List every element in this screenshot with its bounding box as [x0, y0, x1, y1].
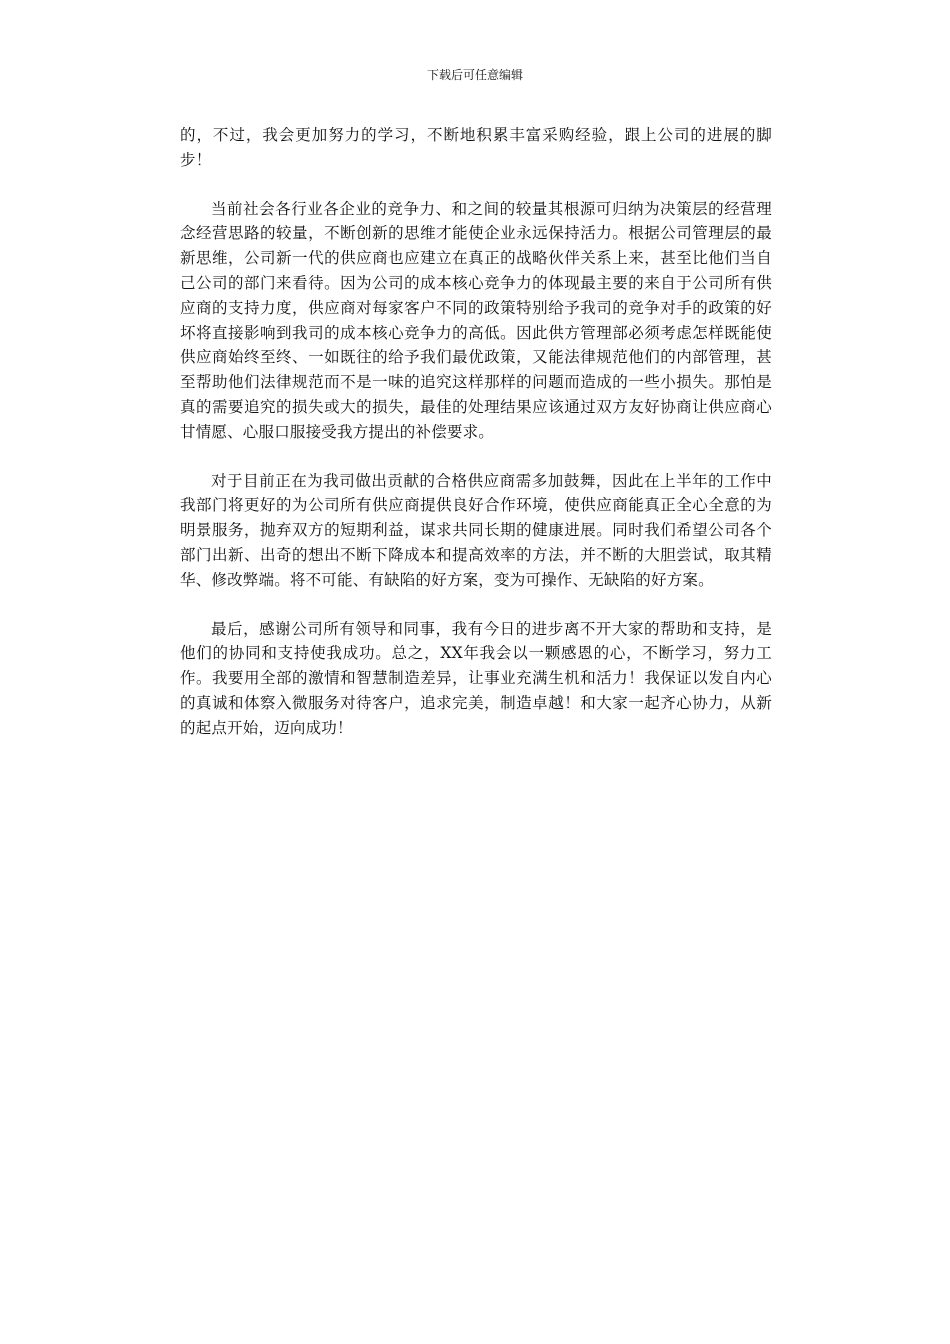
document-body: [180, 123, 772, 765]
paragraph-closing: 最后，感谢公司所有领导和同事，我有今日的进步离不开大家的帮助和支持，是他们的协同和支持使我成功。总之，XX年我会以一颗感恩的心，不断学习，努力工作。我要用全部的激情和智慧制造差异，让事业充满生机和活力！我保证以发自内心的真诚和体察入微服务对待客户，追求完美，制造卓越！和大家一起齐心协力，从新的起点开始，迈向成功！: [180, 619, 772, 737]
paragraph-continuation: 的，不过，我会更加努力的学习，不断地积累丰富采购经验，跟上公司的进展的脚步！: [180, 126, 772, 169]
paragraph-supplier-encouragement: 对于目前正在为我司做出贡献的合格供应商需多加鼓舞，因此在上半年的工作中我部门将更好的为公司所有供应商提供良好合作环境，使供应商能真正全心全意的为明景服务，抛弃双方的短期利益，谋求共同长期的健康进展。同时我们希望公司各个部门出新、出奇的想出不断下降成本和提高效率的方法，并不断的大胆尝试，取其精华、修改弊端。将不可能、有缺陷的好方案，变为可操作、无缺陷的好方案。: [180, 471, 772, 589]
page-header: 下载后可任意编辑: [426, 68, 523, 82]
paragraph-competitiveness: 当前社会各行业各企业的竞争力、和之间的较量其根源可归纳为决策层的经营理念经营思路的较量，不断创新的思维才能使企业永远保持活力。根据公司管理层的最新思维，公司新一代的供应商也应建立在真正的战略伙伴关系上来，甚至比他们当自己公司的部门来看待。因为公司的成本核心竞争力的体现最主要的来自于公司所有供应商的支持力度，供应商对每家客户不同的政策特别给予我司的竞争对手的政策的好坏将直接影响到我司的成本核心竞争力的高低。因此供方管理部必须考虑怎样既能使供应商始终至终、一如既往的给予我们最优政策，又能法律规范他们的内部管理，甚至帮助他们法律规范而不是一味的追究这样那样的问题而造成的一些小损失。那怕是真的需要追究的损失或大的损失，最佳的处理结果应该通过双方友好协商让供应商心甘情愿、心服口服接受我方提出的补偿要求。: [180, 199, 772, 441]
